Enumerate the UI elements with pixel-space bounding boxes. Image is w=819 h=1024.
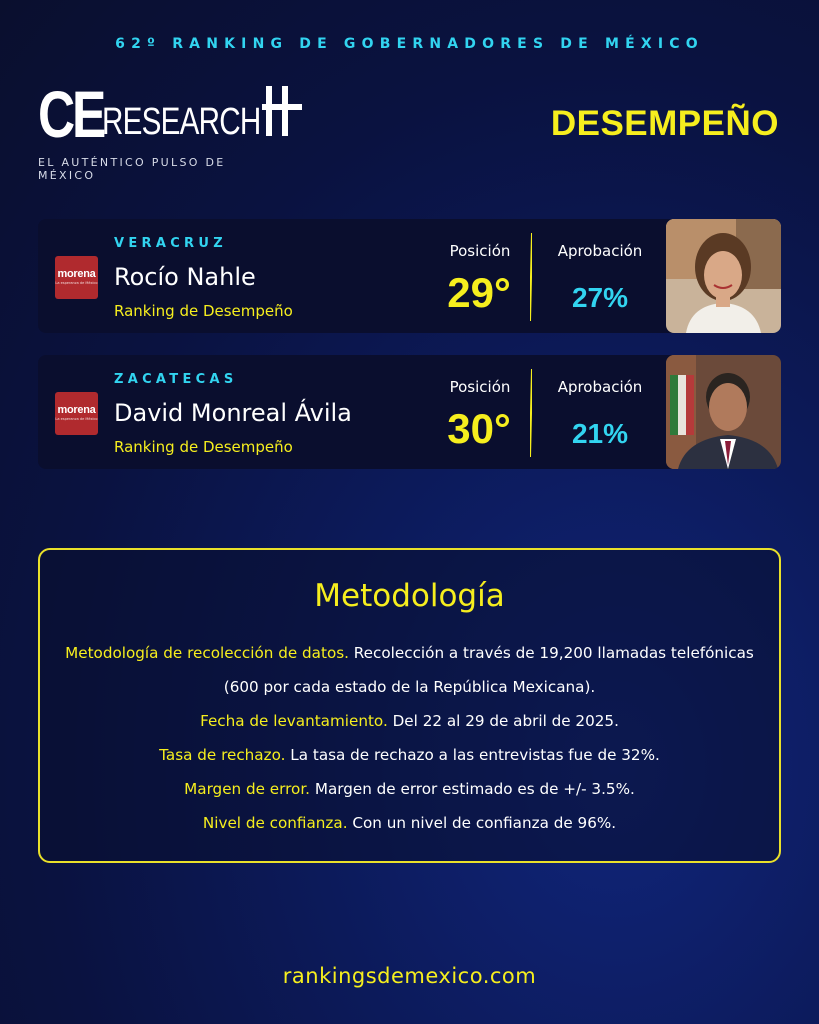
approval-value: 21%: [571, 418, 629, 449]
divider: [530, 233, 532, 321]
divider: [530, 369, 532, 457]
position-label: Posición: [449, 242, 511, 260]
methodology-item-text: Con un nivel de confianza de 96%.: [347, 814, 617, 832]
section-title: DESEMPEÑO: [550, 104, 779, 143]
governor-card: [38, 355, 781, 469]
logo-cross-icon: [262, 82, 312, 136]
approval-label: Aprobación: [557, 378, 643, 396]
methodology-body: [60, 636, 759, 840]
state-name: VERACRUZ: [114, 236, 227, 251]
methodology-item: [60, 806, 759, 840]
party-tagline: La esperanza de México: [55, 417, 98, 421]
state-name: ZACATECAS: [114, 372, 238, 387]
approval-value: 27%: [571, 282, 629, 313]
party-logo: [55, 392, 98, 435]
methodology-item-label: Nivel de confianza.: [202, 814, 348, 832]
logo-research-text: RESEARCH: [102, 101, 261, 143]
logo-ce-text: CE: [38, 77, 104, 151]
party-logo: [55, 256, 98, 299]
methodology-item-label: Metodología de recolección de datos.: [65, 644, 349, 662]
ranking-subtitle: Ranking de Desempeño: [114, 302, 293, 320]
party-name: morena: [57, 404, 96, 416]
methodology-item-text: La tasa de rechazo a las entrevistas fue de 32%.: [285, 746, 660, 764]
methodology-item: [60, 772, 759, 806]
governor-photo: [666, 355, 781, 469]
methodology-box: [38, 548, 781, 863]
ranking-subtitle: Ranking de Desempeño: [114, 438, 293, 456]
methodology-item-text: Margen de error estimado es de +/- 3.5%.: [310, 780, 635, 798]
position-value: 29°: [447, 269, 511, 316]
governor-name: Rocío Nahle: [114, 263, 256, 291]
governor-name: David Monreal Ávila: [114, 399, 352, 427]
party-tagline: La esperanza de México: [55, 281, 98, 285]
governor-card: [38, 219, 781, 333]
party-name: morena: [57, 268, 96, 280]
methodology-title: Metodología: [314, 578, 505, 614]
approval-label: Aprobación: [557, 242, 643, 260]
methodology-item-label: Tasa de rechazo.: [159, 746, 286, 764]
logo-tagline: EL AUTÉNTICO PULSO DE MÉXICO: [38, 156, 226, 182]
methodology-item: [60, 704, 759, 738]
methodology-item: [60, 738, 759, 772]
methodology-item: [60, 636, 759, 704]
methodology-item-label: Fecha de levantamiento.: [200, 712, 388, 730]
governor-photo: [666, 219, 781, 333]
ce-research-logo: [38, 77, 288, 182]
footer-url-link[interactable]: rankingsdemexico.com: [282, 964, 537, 988]
position-value: 30°: [447, 405, 511, 452]
ranking-title: 62º RANKING DE GOBERNADORES DE MÉXICO: [115, 36, 704, 52]
position-label: Posición: [449, 378, 511, 396]
methodology-item-text: Del 22 al 29 de abril de 2025.: [387, 712, 619, 730]
methodology-item-text: Recolección a través de 19,200 llamadas telefónicas (600 por cada estado de la República Mexicana).: [223, 644, 754, 696]
methodology-item-label: Margen de error.: [184, 780, 311, 798]
